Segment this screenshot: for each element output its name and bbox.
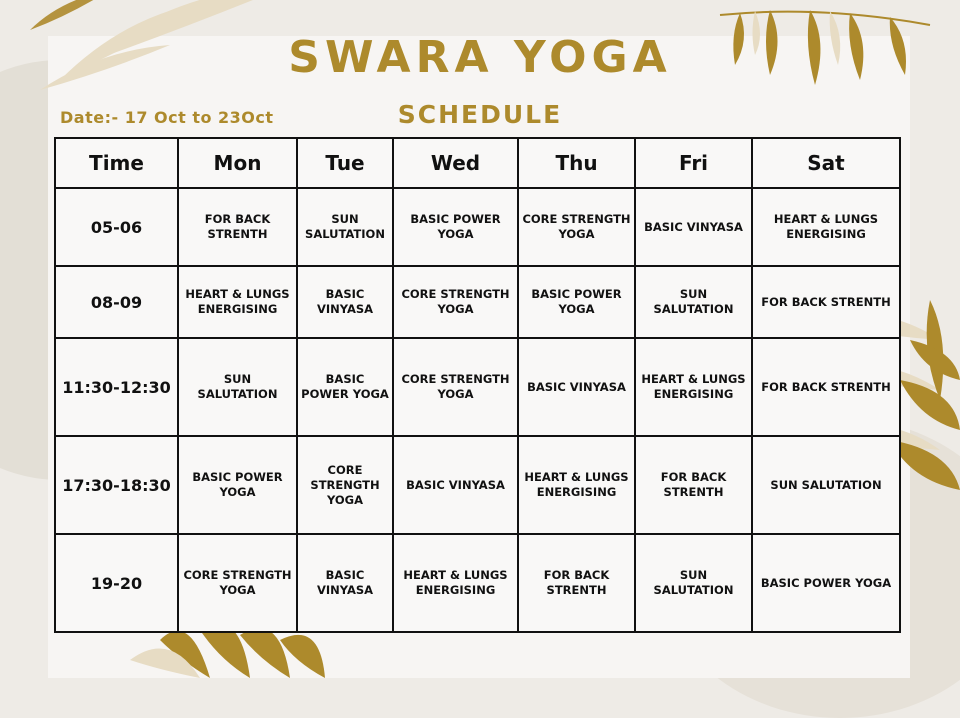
class-cell: CORE STRENGTH YOGA: [518, 188, 635, 266]
table-row: [55, 436, 900, 534]
class-cell: HEART & LUNGS ENERGISING: [635, 338, 752, 436]
class-cell: BASIC POWER YOGA: [393, 188, 518, 266]
class-cell: SUN SALUTATION: [752, 436, 900, 534]
class-cell: CORE STRENGTH YOGA: [393, 266, 518, 338]
column-header-wed: Wed: [393, 138, 518, 188]
class-cell: BASIC POWER YOGA: [178, 436, 297, 534]
schedule-subtitle: SCHEDULE: [397, 100, 563, 129]
class-cell: BASIC VINYASA: [635, 188, 752, 266]
table-row: [55, 266, 900, 338]
table-row: [55, 338, 900, 436]
class-cell: FOR BACK STRENTH: [178, 188, 297, 266]
table-header-row: [55, 138, 900, 188]
column-header-fri: Fri: [635, 138, 752, 188]
page-title: SWARA YOGA: [288, 32, 672, 83]
class-cell: SUN SALUTATION: [297, 188, 393, 266]
class-cell: BASIC POWER YOGA: [518, 266, 635, 338]
table-row: [55, 534, 900, 632]
column-header-tue: Tue: [297, 138, 393, 188]
class-cell: SUN SALUTATION: [178, 338, 297, 436]
schedule-table: [54, 137, 901, 633]
table-row: [55, 188, 900, 266]
class-cell: BASIC POWER YOGA: [297, 338, 393, 436]
class-cell: FOR BACK STRENTH: [752, 338, 900, 436]
column-header-thu: Thu: [518, 138, 635, 188]
class-cell: FOR BACK STRENTH: [635, 436, 752, 534]
class-cell: FOR BACK STRENTH: [752, 266, 900, 338]
class-cell: BASIC POWER YOGA: [752, 534, 900, 632]
time-cell: 11:30-12:30: [55, 338, 178, 436]
class-cell: HEART & LUNGS ENERGISING: [518, 436, 635, 534]
class-cell: BASIC VINYASA: [518, 338, 635, 436]
class-cell: CORE STRENGTH YOGA: [178, 534, 297, 632]
class-cell: HEART & LUNGS ENERGISING: [752, 188, 900, 266]
column-header-mon: Mon: [178, 138, 297, 188]
time-cell: 08-09: [55, 266, 178, 338]
class-cell: BASIC VINYASA: [393, 436, 518, 534]
time-cell: 05-06: [55, 188, 178, 266]
class-cell: CORE STRENGTH YOGA: [393, 338, 518, 436]
date-range: Date:- 17 Oct to 23Oct: [60, 108, 274, 127]
class-cell: BASIC VINYASA: [297, 534, 393, 632]
time-cell: 17:30-18:30: [55, 436, 178, 534]
class-cell: CORE STRENGTH YOGA: [297, 436, 393, 534]
class-cell: SUN SALUTATION: [635, 534, 752, 632]
class-cell: FOR BACK STRENTH: [518, 534, 635, 632]
class-cell: BASIC VINYASA: [297, 266, 393, 338]
column-header-time: Time: [55, 138, 178, 188]
time-cell: 19-20: [55, 534, 178, 632]
class-cell: SUN SALUTATION: [635, 266, 752, 338]
column-header-sat: Sat: [752, 138, 900, 188]
class-cell: HEART & LUNGS ENERGISING: [393, 534, 518, 632]
class-cell: HEART & LUNGS ENERGISING: [178, 266, 297, 338]
